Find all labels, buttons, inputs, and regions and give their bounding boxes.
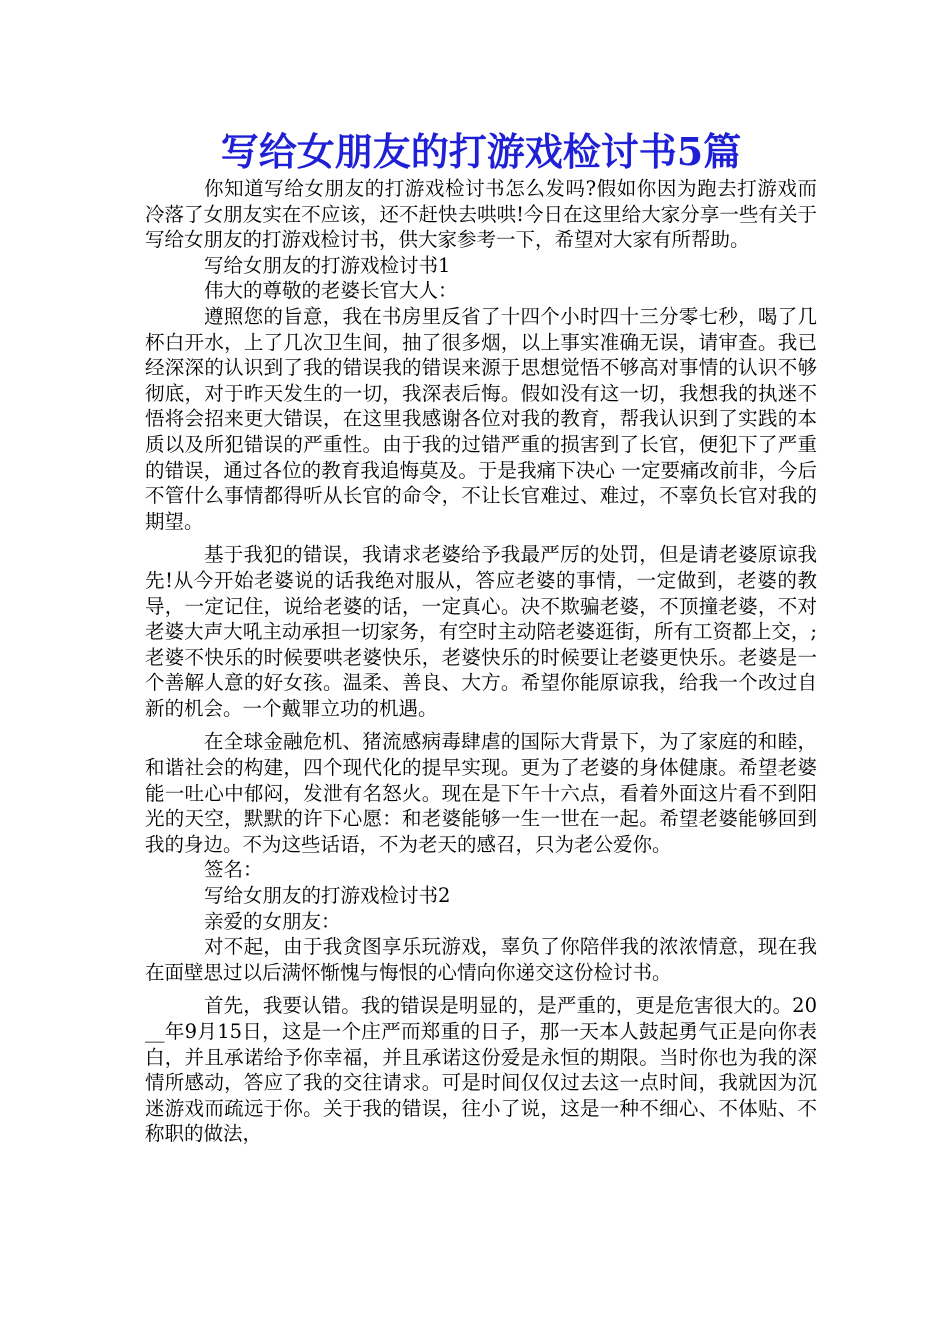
letter1-heading: 写给女朋友的打游戏检讨书1 [204, 253, 451, 277]
letter1-paragraph-1: 遵照您的旨意，我在书房里反省了十四个小时四十三分零七秒，喝了几杯白开水，上了几次卫生间，抽了很多烟，以上事实准确无误，请审查。我已经深深的认识到了我的错误我的错误来源于思想觉悟不够高对事情的认识不够彻底，对于昨天发生的一切，我深表后悔。假如没有这一切，我想我的执迷不悟将会招来更大错误，在这里我感谢各位对我的教育，帮我认识到了实践的本质以及所犯错误的严重性。由于我的过错严重的损害到了长官，便犯下了严重的错误，通过各位的教育我追悔莫及。于是我痛下决心 一定要痛改前非，今后不管什么事情都得听从长官的命令，不让长官难过、难过，不辜负长官对我的期望。 [145, 304, 817, 533]
letter1-signature: 签名： [204, 858, 263, 882]
letter2-salutation: 亲爱的女朋友： [204, 909, 341, 933]
document-page [145, 128, 817, 1147]
document-title: 写给女朋友的打游戏检讨书5篇 [220, 129, 742, 174]
intro-paragraph: 你知道写给女朋友的打游戏检讨书怎么发吗?假如你因为跑去打游戏而冷落了女朋友实在不应该，还不赶快去哄哄!今日在这里给大家分享一些有关于写给女朋友的打游戏检讨书，供大家参考一下，希望对大家有所帮助。 [145, 177, 817, 252]
letter2-paragraph-2: 首先，我要认错。我的错误是明显的，是严重的，更是危害很大的。20__年9月15日，这是一个庄严而郑重的日子，那一天本人鼓起勇气正是向你表白，并且承诺给予你幸福，并且承诺这份爱是永恒的期限。当时你也为我的深情所感动，答应了我的交往请求。可是时间仅仅过去这一点时间，我就因为沉迷游戏而疏远于你。关于我的错误，往小了说，这是一种不细心、不体贴、不称职的做法， [145, 994, 817, 1146]
letter1-salutation: 伟大的尊敬的老婆长官大人： [204, 279, 458, 303]
letter2-paragraph-1: 对不起，由于我贪图享乐玩游戏，辜负了你陪伴我的浓浓情意，现在我在面壁思过以后满怀惭愧与悔恨的心情向你递交这份检讨书。 [145, 935, 817, 984]
letter1-paragraph-3: 在全球金融危机、猪流感病毒肆虐的国际大背景下，为了家庭的和睦，和谐社会的构建，四个现代化的提早实现。更为了老婆的身体健康。希望老婆能一吐心中郁闷，发泄有名怒火。现在是下午十六点，看着外面这片看不到阳光的天空，默默的许下心愿：和老婆能够一生一世在一起。希望老婆能够回到我的身边。不为这些话语，不为老天的感召，只为老公爱你。 [145, 730, 817, 856]
letter1-paragraph-2: 基于我犯的错误，我请求老婆给予我最严厉的处罚，但是请老婆原谅我先!从今开始老婆说的话我绝对服从，答应老婆的事情，一定做到，老婆的教导，一定记住，说给老婆的话，一定真心。决不欺骗老婆，不顶撞老婆，不对老婆大声大吼主动承担一切家务，有空时主动陪老婆逛街，所有工资都上交，;老婆不快乐的时候要哄老婆快乐，老婆快乐的时候要让老婆更快乐。老婆是一个善解人意的好女孩。温柔、善良、大方。希望你能原谅我，给我一个改过自新的机会。一个戴罪立功的机遇。 [145, 543, 817, 720]
letter2-heading: 写给女朋友的打游戏检讨书2 [204, 884, 451, 908]
